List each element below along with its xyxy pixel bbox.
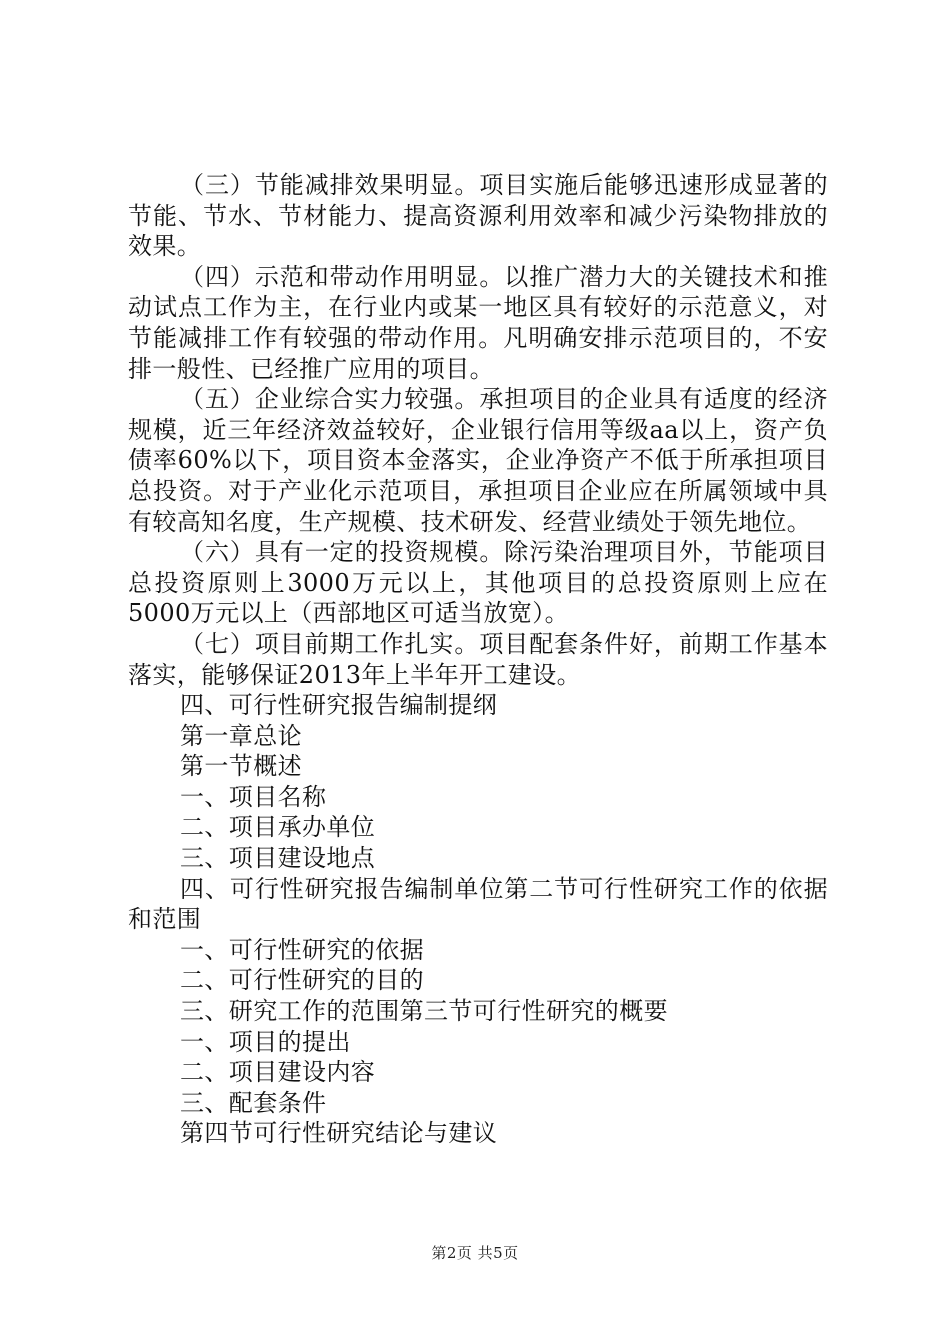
outline-section-4-conclusion: 第四节可行性研究结论与建议: [180, 1119, 498, 1148]
outline-item-report-unit: 四、可行性研究报告编制单位第二节可行性研究工作的依据和范围: [128, 874, 828, 934]
paragraph-4: （四）示范和带动作用明显。以推广潜力大的关键技术和推动试点工作为主，在行业内或某一地区具有较好的示范意义，对节能减排工作有较强的带动作用。凡明确安排示范项目的，不安排一般性、已经推广应用的项目。: [128, 262, 828, 383]
outline-item-purpose: 二、可行性研究的目的: [180, 966, 424, 995]
outline-item-basis: 一、可行性研究的依据: [180, 935, 424, 964]
outline-item-proposal: 一、项目的提出: [180, 1027, 351, 1056]
outline-item-conditions: 三、配套条件: [180, 1088, 327, 1117]
outline-item-project-site: 三、项目建设地点: [180, 844, 376, 873]
outline-item-scope: 三、研究工作的范围第三节可行性研究的概要: [180, 997, 668, 1026]
outline-section-4: 四、可行性研究报告编制提纲: [180, 691, 498, 720]
paragraph-3: （三）节能减排效果明显。项目实施后能够迅速形成显著的节能、节水、节材能力、提高资源利用效率和减少污染物排放的效果。: [128, 171, 828, 261]
outline-item-project-unit: 二、项目承办单位: [180, 813, 376, 842]
outline-section-overview: 第一节概述: [180, 752, 302, 781]
paragraph-7: （七）项目前期工作扎实。项目配套条件好，前期工作基本落实，能够保证2013年上半年开工建设。: [128, 629, 828, 689]
outline-item-content: 二、项目建设内容: [180, 1058, 376, 1087]
page-footer: 第2页 共5页: [431, 1244, 519, 1262]
outline-item-project-name: 一、项目名称: [180, 782, 327, 811]
paragraph-5: （五）企业综合实力较强。承担项目的企业具有适度的经济规模，近三年经济效益较好，企业银行信用等级aa以上，资产负债率60%以下，项目资本金落实，企业净资产不低于所承担项目总投资。对于产业化示范项目，承担项目企业应在所属领域中具有较高知名度，生产规模、技术研发、经营业绩处于领先地位。: [128, 385, 828, 536]
outline-chapter-1: 第一章总论: [180, 721, 302, 750]
document-body: [128, 170, 828, 1149]
paragraph-6: （六）具有一定的投资规模。除污染治理项目外，节能项目总投资原则上3000万元以上，其他项目的总投资原则上应在5000万元以上（西部地区可适当放宽）。: [128, 538, 828, 628]
